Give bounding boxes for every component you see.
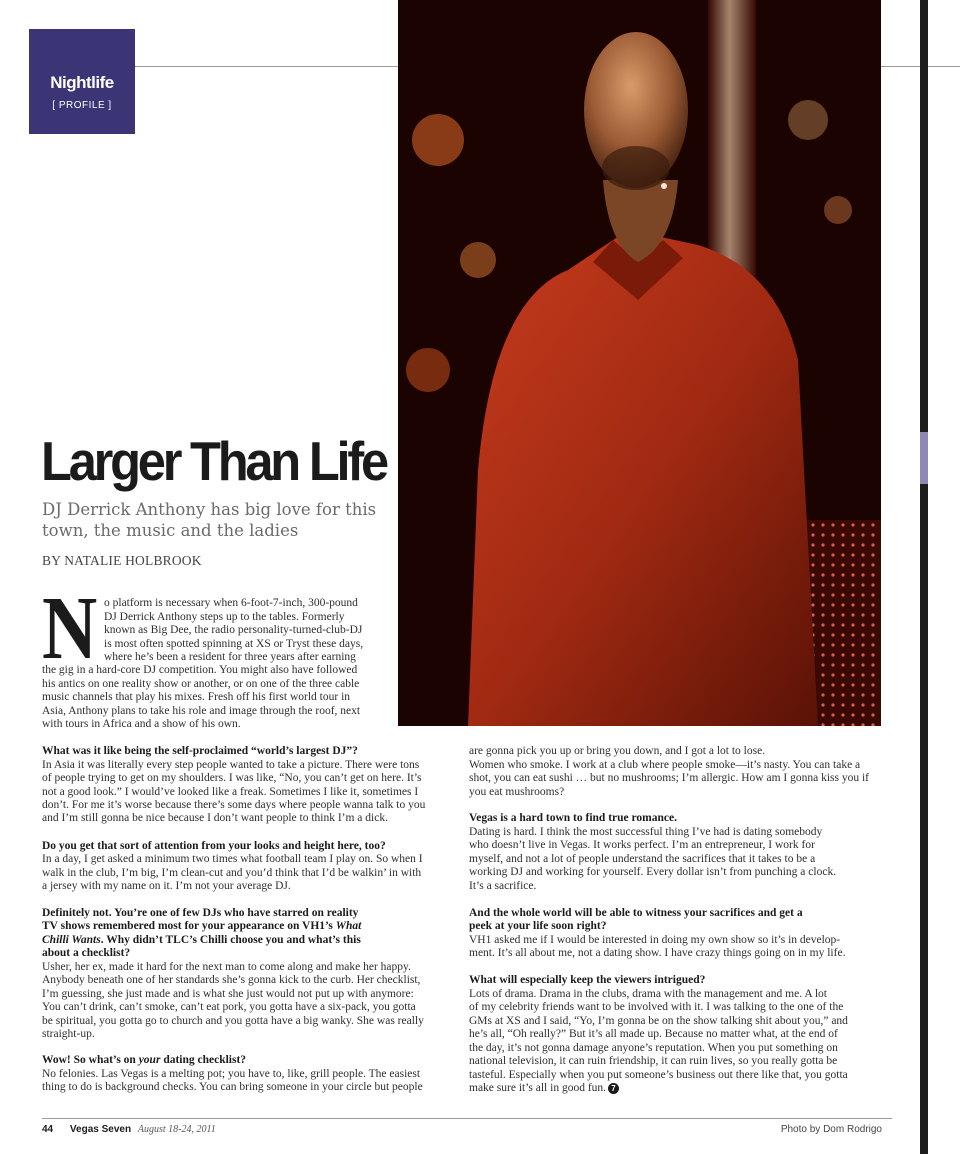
answer-line: he’s all, “Oh really?” But it’s all made up. Because no matter what, at the end of <box>469 1028 838 1040</box>
answer-line: you eat mushrooms? <box>469 786 565 798</box>
question-text: Wow! So what’s on <box>42 1054 139 1066</box>
question-heading <box>42 934 361 947</box>
intro-line: his antics on one reality show or another, or on one of the three cable <box>42 678 360 690</box>
intro-line: known as Big Dee, the radio personality-turned-club-DJ <box>104 624 363 636</box>
question-heading: What will especially keep the viewers intrigued? <box>469 974 706 986</box>
answer-line: In Asia it was literally every step people wanted to take a picture. There were tons <box>42 759 420 771</box>
page-number: 44 <box>42 1124 54 1135</box>
intro-line: where he’s been a resident for three years after earning <box>104 651 356 663</box>
end-mark-icon: 7 <box>608 1083 619 1094</box>
answer-line: a jersey with my name on it. I’m not your average DJ. <box>42 880 291 892</box>
answer-line: walk in the club, I’m big, I’m clean-cut and you’d think that I’d be walkin’ in with <box>42 867 422 879</box>
question-text: TV shows remembered most for your appearance on VH1’s <box>42 920 336 932</box>
answer-line: ment. It’s all about me, not a dating show. I have crazy things going on in my life. <box>469 947 846 959</box>
question-heading: What was it like being the self-proclaimed “world’s largest DJ”? <box>42 745 358 757</box>
answer-line: and I’m still gonna be nice because I don’t want people to think I’m a dick. <box>42 812 388 824</box>
answer-line: who doesn’t live in Vegas. It works perfect. I’m an entrepreneur, I work for <box>469 839 815 851</box>
publication-name: Vegas Seven <box>69 1124 132 1135</box>
photo-credit: Photo by Dom Rodrigo <box>780 1124 882 1135</box>
answer-line: Women who smoke. I work at a club where people smoke—it’s nasty. You can take a <box>469 759 861 771</box>
answer-line: are gonna pick you up or bring you down, and I got a lot to lose. <box>469 745 766 757</box>
drop-cap: N <box>42 579 98 678</box>
intro-line: Asia, Anthony plans to take his role and image through the roof, next <box>42 705 361 717</box>
issue-date: August 18-24, 2011 <box>137 1124 216 1135</box>
answer-line: of my celebrity friends want to be involved with it. I was talking to the one of the <box>469 1001 844 1013</box>
answer-line: GMs at XS and I said, “Yo, I’m gonna be on the show talking shit about you,” and <box>469 1015 848 1027</box>
intro-line: with tours in Africa and a show of his own. <box>42 718 241 730</box>
answer-line: In a day, I get asked a minimum two times what football team I play on. So when I <box>42 853 423 865</box>
question-heading: about a checklist? <box>42 947 131 959</box>
question-heading: Do you get that sort of attention from your looks and height here, too? <box>42 840 386 852</box>
question-heading: Definitely not. You’re one of few DJs who have starred on reality <box>42 907 359 919</box>
portrait-photo-icon <box>398 0 881 726</box>
question-text: . Why didn’t TLC’s Chilli choose you and what’s this <box>100 934 361 946</box>
answer-line: shot, you can eat sushi … but no mushrooms; I’m allergic. How am I gonna kiss you if <box>469 772 870 784</box>
question-emphasis: your <box>138 1054 161 1066</box>
page-edge-tab <box>920 432 928 484</box>
section-badge <box>29 29 135 134</box>
answer-line: tasteful. Especially when you put someone’s business out there like that, you gotta <box>469 1069 848 1081</box>
answer-line: No felonies. Las Vegas is a melting pot; you have to, like, grill people. The easiest <box>42 1068 421 1080</box>
intro-line: is most often spotted spinning at XS or Tryst these days, <box>104 638 364 650</box>
answer-line: You can’t drink, can’t smoke, can’t eat pork, you gotta have a six-pack, you gotta <box>42 1001 416 1013</box>
section-label: Nightlife <box>50 73 114 92</box>
show-title: Chilli Wants <box>42 934 101 946</box>
question-heading: And the whole world will be able to witness your sacrifices and get a <box>469 907 803 919</box>
intro-line: DJ Derrick Anthony steps up to the tables. Formerly <box>104 611 345 623</box>
question-heading: peek at your life soon right? <box>469 920 607 932</box>
portrait-photo <box>398 0 881 726</box>
page-edge-bar <box>920 0 928 1154</box>
article-headline: Larger Than Life <box>41 430 386 492</box>
intro-line: o platform is necessary when 6-foot-7-inch, 300-pound <box>104 597 358 609</box>
answer-line: I’m guessing, she just made and is what she just would not put up with anymore: <box>42 988 414 1000</box>
show-title: What <box>335 920 362 932</box>
answer-line: national television, it can ruin friendship, it can ruin lives, so you really gotta be <box>469 1055 838 1067</box>
footer-rule <box>42 1118 892 1119</box>
answer-line: of people trying to get on my shoulders. I was like, “No, you can’t get on here. It’s <box>42 772 422 784</box>
answer-line <box>469 1082 619 1095</box>
answer-line: working DJ and working for yourself. Every dollar isn’t from punching a clock. <box>469 866 837 878</box>
page-folio <box>42 1124 216 1135</box>
answer-line: Dating is hard. I think the most successful thing I’ve had is dating somebody <box>469 826 823 838</box>
answer-line: Lots of drama. Drama in the clubs, drama with the management and me. A lot <box>469 988 827 1000</box>
question-heading <box>42 920 361 933</box>
answer-line: thing to do is background checks. You can bring someone in your circle but people <box>42 1081 423 1093</box>
section-sublabel: [ PROFILE ] <box>52 100 112 111</box>
answer-line: the day, it’s not gonna damage anyone’s reputation. When you put something on <box>469 1042 838 1054</box>
answer-line: It’s a sacrifice. <box>469 880 537 892</box>
intro-line: music channels that play his mixes. Fresh off his first world tour in <box>42 691 351 703</box>
answer-line: straight-up. <box>42 1028 95 1040</box>
question-heading: Vegas is a hard town to find true romance. <box>469 812 677 824</box>
question-text: dating checklist? <box>160 1054 247 1066</box>
answer-line: not a good look.” I would’ve looked like a freak. Sometimes I like it, sometimes I <box>42 786 419 798</box>
answer-line: VH1 asked me if I would be interested in doing my own show so it’s in develop- <box>469 934 841 946</box>
answer-line: Usher, her ex, made it hard for the next man to come along and make her happy. <box>42 961 411 973</box>
answer-text: make sure it’s all in good fun. <box>469 1082 607 1094</box>
question-heading <box>42 1054 246 1067</box>
answer-line: don’t. For me it’s worse because there’s some days where people wanna talk to you <box>42 799 426 811</box>
byline: BY NATALIE HOLBROOK <box>42 553 202 568</box>
answer-line: myself, and not a lot of people understand the sacrifices that it takes to be a <box>469 853 816 865</box>
answer-line: Anybody beneath one of her standards she’s gonna kick to the curb. Her checklist, <box>42 974 421 986</box>
answer-line: be spiritual, you gotta go to church and you gotta have a big wanky. She was really <box>42 1015 424 1027</box>
article-dek: DJ Derrick Anthony has big love for this town, the music and the ladies <box>42 500 377 540</box>
intro-line: the gig in a hard-core DJ competition. You might also have followed <box>42 664 358 676</box>
